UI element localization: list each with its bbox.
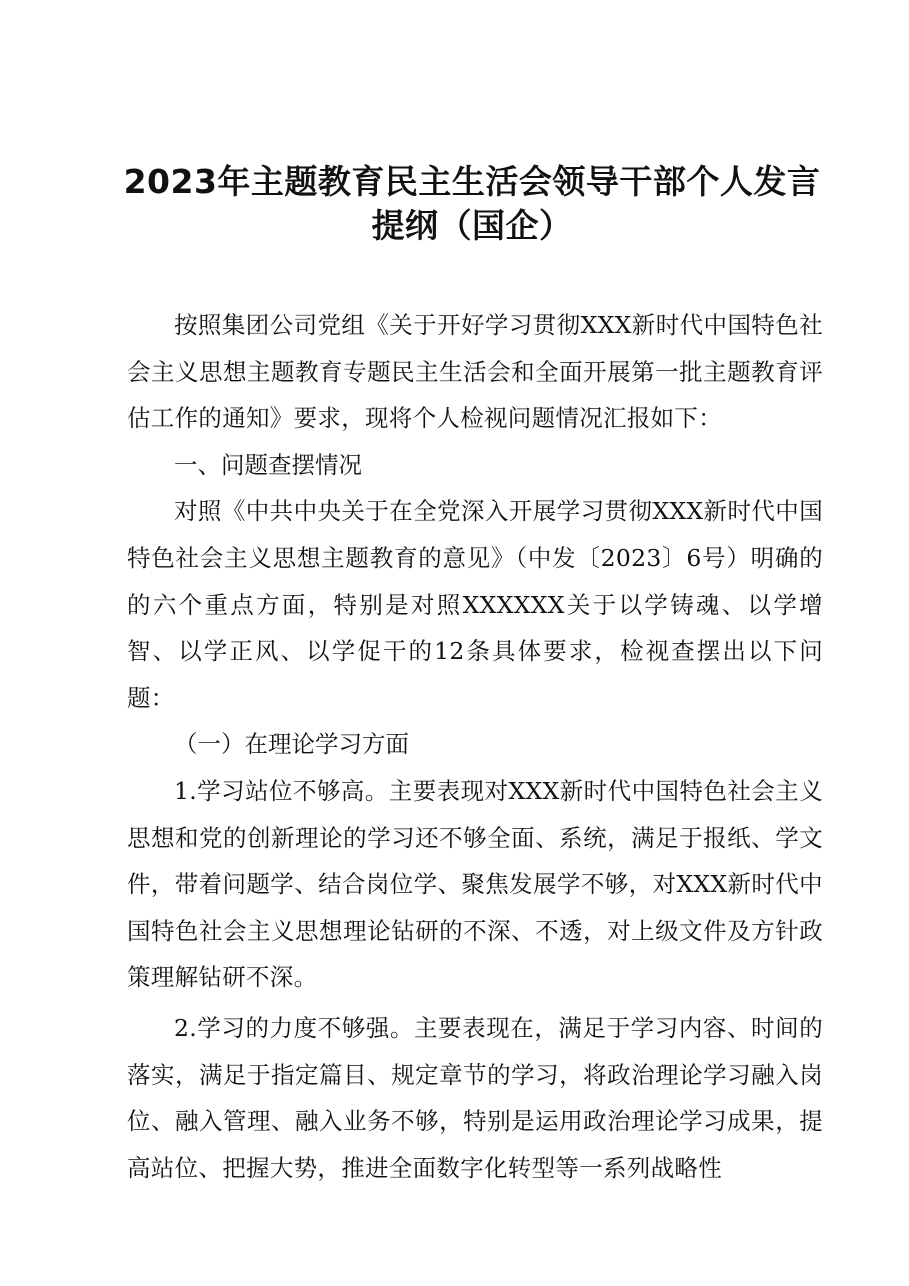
item-paragraph-2: 2.学习的力度不够强。主要表现在，满足于学习内容、时间的落实，满足于指定篇目、规定章节的学习，将政治理论学习融入岗位、融入管理、融入业务不够，特别是运用政治理论学习成果，提高站位、把握大势，推进全面数字化转型等一系列战略性 — [127, 1013, 823, 1182]
document-title: 2023年主题教育民主生活会领导干部个人发言提纲（国企） — [123, 162, 821, 245]
section-intro-paragraph: 对照《中共中央关于在全党深入开展学习贯彻XXX新时代中国特色社会主义思想主题教育的意见》（中发〔2023〕6号）明确的的六个重点方面，特别是对照XXXXXX关于以学铸魂、以学增智、以学正风、以学促干的12条具体要求，检视查摆出以下问题： — [127, 497, 823, 712]
document-body — [127, 302, 823, 1191]
item-paragraph-1: 1.学习站位不够高。主要表现对XXX新时代中国特色社会主义思想和党的创新理论的学习还不够全面、系统，满足于报纸、学文件，带着问题学、结合岗位学、聚焦发展学不够，对XXX新时代中国特色社会主义思想理论钻研的不深、不透，对上级文件及方针政策理解钻研不深。 — [127, 776, 823, 992]
section-heading-problems: 一、问题查摆情况 — [174, 450, 362, 479]
subsection-heading-theory-study: （一）在理论学习方面 — [174, 730, 409, 759]
intro-paragraph: 按照集团公司党组《关于开好学习贯彻XXX新时代中国特色社会主义思想主题教育专题民主生活会和全面开展第一批主题教育评估工作的通知》要求，现将个人检视问题情况汇报如下： — [127, 311, 823, 433]
